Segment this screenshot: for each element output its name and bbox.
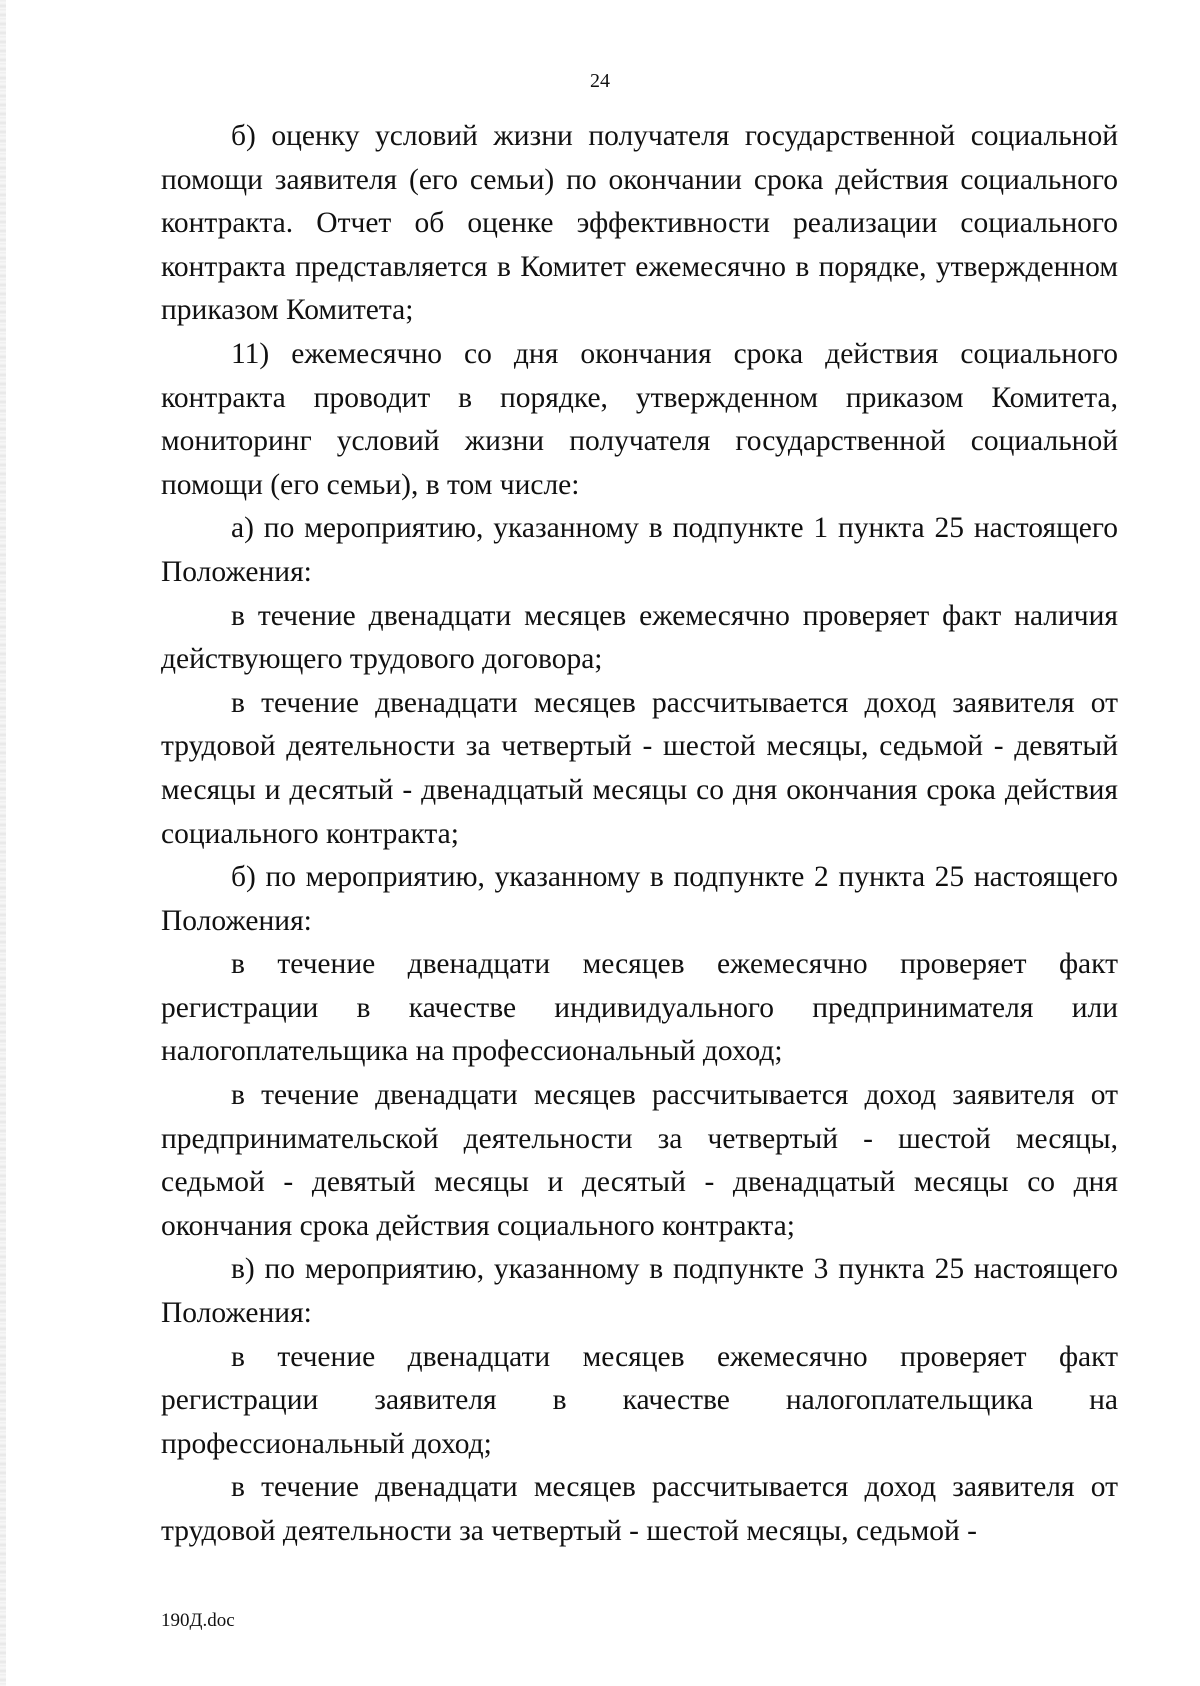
- paragraph: б) оценку условий жизни получателя государственной социальной помощи заявителя (его семьи) по окончании срока действия социального контракта. Отчет об оценке эффективности реализации социального контракта представляется в Комитет ежемесячно в порядке, утвержденном приказом Комитета;: [161, 120, 1118, 327]
- paragraph: 11) ежемесячно со дня окончания срока действия социального контракта проводит в порядке, утвержденном приказом Комитета, мониторинг условий жизни получателя государственной социальной помощи (его семьи), в том числе:: [161, 337, 1118, 501]
- paragraph: в течение двенадцати месяцев рассчитывается доход заявителя от трудовой деятельности за четвертый - шестой месяцы, седьмой -: [161, 1471, 1118, 1547]
- document-body: [161, 115, 1118, 1554]
- paragraph: в) по мероприятию, указанному в подпункте 3 пункта 25 настоящего Положения:: [161, 1253, 1118, 1330]
- paragraph: в течение двенадцати месяцев рассчитывается доход заявителя от трудовой деятельности за четвертый - шестой месяцы, седьмой - девятый месяцы и десятый - двенадцатый месяцы со дня окончания срока действия социального контракта;: [161, 686, 1118, 850]
- footer-filename: 190Д.doc: [161, 1610, 235, 1631]
- scan-edge: [0, 0, 6, 1686]
- page-number: 24: [590, 70, 610, 92]
- paragraph: в течение двенадцати месяцев рассчитывается доход заявителя от предпринимательской деятельности за четвертый - шестой месяцы, седьмой - девятый месяцы и десятый - двенадцатый месяцы со дня окончания срока действия социального контракта;: [161, 1079, 1118, 1242]
- paragraph: в течение двенадцати месяцев ежемесячно проверяет факт регистрации в качестве индивидуального предпринимателя или налогоплательщика на профессиональный доход;: [161, 948, 1118, 1068]
- paragraph: б) по мероприятию, указанному в подпункте 2 пункта 25 настоящего Положения:: [161, 861, 1118, 937]
- paragraph: в течение двенадцати месяцев ежемесячно проверяет факт наличия действующего трудового договора;: [161, 599, 1118, 676]
- paragraph: а) по мероприятию, указанному в подпункте 1 пункта 25 настоящего Положения:: [161, 512, 1118, 588]
- paragraph: в течение двенадцати месяцев ежемесячно проверяет факт регистрации заявителя в качестве налогоплательщика на профессиональный доход;: [161, 1340, 1118, 1460]
